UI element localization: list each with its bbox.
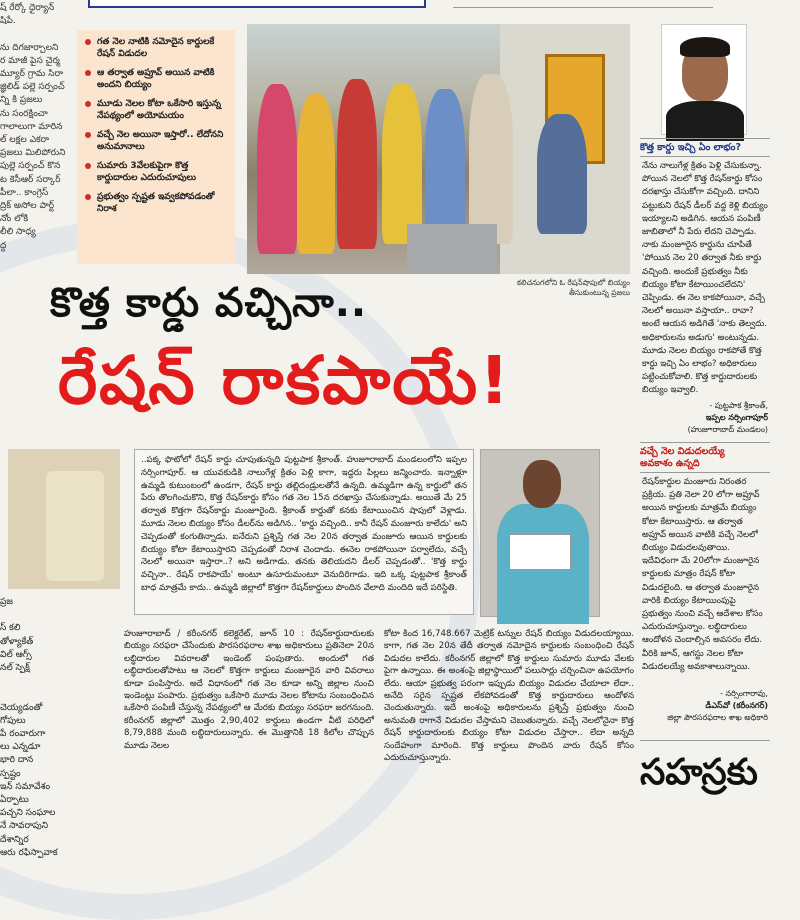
left-fragment-line: పుల్లె సర్పంచ్ కొన — [0, 161, 61, 172]
left-fragment-line — [0, 688, 118, 701]
right-signature-1b: ఇప్పల నర్సింగాపూర్ — [705, 413, 768, 422]
photo-person — [337, 79, 377, 249]
left-fragment-line: ట కెసీఆర్ సర్కార్ — [0, 174, 61, 185]
left-fragment-line — [0, 609, 118, 622]
story-box-text: ..పక్క ఫొటోలో రేషన్ కార్డు చూపుతున్నది పుట్టపాక శ్రీకాంత్. హుజూరాబాద్ మండలంలోని ఇప్పల నర్సింగాపూర్. ఆ యువకుడికి నాలుగేళ్ల క్రితం పెళ్లి కాగా, ఇద్దరు పిల్లలు జన్మించారు. ఇన్నాళ్లూ ఉమ్మడి కుటుంబంలో ఉండగా, రేషన్ కార్డు తల్లిదండ్రులతోనే ఉన్నది. ఉమ్మడిగా ఉన్న కార్డులో తన పేరు తొలగించుకొని, కొత్త రేషన్‌కార్డు కోసం గత నెల 15న దరఖాస్తు చేసుకున్నాడు. అయితే మే 25 తర్వాత కొత్తగా రేషన్‌కార్డు మంజూరైంది. శ్రీకాంత్ కార్డుతో కనకు కేటాయించిన షాపులో వెళ్లాడు. మూడు నెలల బియ్యం కోసం డీలర్‌ను అడిగిన.. 'కార్డు వచ్చింది.. కానీ రేషన్ మంజూరు కాలేదు' అని చెప్పడంతో కంగుతిన్నాడు. ఐనేరుని ప్రశ్నిస్తే గత నెల 20న తర్వాత మంజూరు ఆయిన కార్డులకు బియ్యం కోటా కేటాయిస్తారని చెప్పడంతో నిరాశ చెందాడు. ఈనెల రాకపోయినా పర్వాలేదు, వచ్చే నెలలో అయినా ఇస్తారా..? అని అడిగాడు. తనకు తెలియదని డీలర్ చెప్పడంతో.. 'కొత్త కార్డు వచ్చినా.. రేషన్ రాకపాయే' అంటూ ఉసూరుమంటూ వెనుదిరిగాడు. ఇది ఒక్క పుట్టపాక శ్రీకాంత్ బాధ మాత్రమే కాదు.. ఉమ్మడి జిల్లాలో కొత్తగా రేషన్‌కార్డులు పొందిన వేలాది మందిది ఇదే పరిస్థితి. — [134, 449, 474, 615]
top-box-border — [88, 0, 426, 8]
left-fragment-line — [0, 28, 72, 41]
right-heading-2b: అవకాశం ఉన్నది — [640, 458, 700, 469]
key-point: ప్రభుత్వం స్పష్టత ఇవ్వకపోవడంతో నిరాశ — [83, 191, 229, 215]
left-fragment-line: గోపులు — [0, 715, 26, 726]
body-column-2: కోటా కింద 16,748.667 మెట్రిక్ టన్నుల రేషన్ బియ్యం విడుదలయ్యాయి. కాగా, గత నెల 20న తేదీ తర్వాత నమోదైన కార్డులకు సంబంధించి రేషన్ విడుదల కాలేదు. కరీంనగర్ జిల్లాలో కొత్త కార్డులు సుమారు మూడు వేలకు పైగా ఉన్నాయి. ఈ అంశంపై జిల్లాస్థాయిలో పలుసార్లు చర్చించినా ఉపయోగం లేదు. ఆయా ప్రభుత్వ పరంగా ఇప్పుడు బియ్యం విడుదల చేయాలా లేదా.. అనేది సరైన స్పష్టత లేకపోవడంతో కొత్త కార్డుదారులు ఆందోళన చెందుతున్నారు. ఇదే అంశంపై అధికారులను ప్రశ్నిస్తే ప్రభుత్వం నుంచి అనుమతి రాగానే విడుదల చేస్తామని చెబుతున్నారు. వచ్చే నెలలోనైనా కొత్త రేషన్ కార్డుదారులకు బియ్యం కోటా విడుదల చేస్తారా.. లేదా అన్నది సందేహంగా మారింది. కొత్త కార్డులు పొందిన వారు రేషన్ కోసం ఎదురుచూస్తున్నారు. — [384, 629, 634, 764]
right-signature-2c: జిల్లా పౌరసరఫరాల శాఖ అధికారి — [667, 713, 768, 722]
left-fragment-line: లు ఎన్నడూ — [0, 742, 41, 753]
photo-person — [425, 89, 465, 239]
key-point: ఆ తర్వాత అప్రూవ్ అయిన వాటికి అందని బియ్యం — [83, 67, 229, 91]
left-fragment-line: చెయ్యడంతో — [0, 702, 43, 713]
card-holder-photo — [480, 449, 600, 617]
headline-line-2: రేషన్ రాకపాయే! — [58, 342, 512, 419]
left-fragment-line: ష్ రేర్కో ధైర్యాన్ — [0, 3, 55, 13]
left-fragment-line: పచ్చని సంఘాల — [0, 808, 56, 819]
right-rule — [640, 472, 770, 473]
left-fragment-line: విల్ ఆగ్స్ — [0, 649, 32, 660]
key-point: వచ్చే నెల అయినా ఇస్తారో.. లేదోనని అనుమానాలు — [83, 129, 229, 153]
left-fragment-line: గాలాలుగా మారిన — [0, 121, 63, 132]
left-fragment-line: నే సావరాపుని — [0, 821, 49, 832]
key-points-box — [77, 30, 235, 264]
left-fragment-line: ఇన్ సమావేశం — [0, 781, 51, 792]
right-signature-2b: డీఎస్‌వో (కరీంనగర్) — [705, 701, 768, 710]
key-point: సుమారు 3వేలకుపైగా కొత్త కార్డుదారుల ఎదురుచూపులు — [83, 160, 229, 184]
ration-card — [509, 534, 571, 570]
left-fragment-line: ను దిగజార్చాలని — [0, 42, 59, 53]
man-head — [523, 460, 561, 508]
right-text-2: రేషన్‌కార్డుల మంజూరు నిరంతర ప్రక్రియ. ప్రతి నెలా 20 లోగా అప్రూవ్ అయిన కార్డులకు మాత్రమే బియ్యం కోటా కేటాయిస్తారు. ఆ తర్వాత అప్రూవ్ అయిన వాటికి వచ్చే నెలలో బియ్యం విడుదలవుతాయి. ఇదేవిధంగా మే 20లోగా మంజూరైన కార్డులకు మాత్రం రేషన్ కోటా విడుదలైంది. ఆ తర్వాత మంజూరైన వారికి బియ్యం కేటాయింపుపై ప్రభుత్వం నుంచి వచ్చే ఆదేశాల కోసం ఎదురుచూస్తున్నాం. లబ్ధిదారులు ఆందోళన చెందాల్సిన అవసరం లేదు. వీరికి జూన్, ఆగస్టు నెలల కోటా విడుదలయ్యే అవకాశాలున్నాయి. — [642, 477, 763, 672]
left-fragment-line: పే రంవారుగా — [0, 729, 46, 740]
left-column-top-text — [0, 2, 72, 253]
left-fragment-line: జ్ఞిలిడ్ పల్లె సర్పంచ్ — [0, 82, 65, 93]
left-fragment-line: ప్రజలు మిలిపోరుని — [0, 148, 66, 159]
right-heading-2a: వచ్చే నెల విడుదలయ్యే — [640, 446, 725, 457]
left-fragment-line: నల్ స్పెక్ష్ — [0, 663, 30, 674]
left-fragment-line: ఏర్పాటు — [0, 795, 29, 806]
left-fragment-line: న్ని కి ప్రజలు — [0, 95, 43, 106]
rice-bag-photo — [8, 449, 120, 589]
right-signature-1c: (హుజూరాబాద్ మండలం) — [687, 425, 768, 434]
portrait-body — [666, 101, 744, 141]
body-column-1: హుజూరాబాద్ / కరీంనగర్ కలెక్టరేట్, జూన్ 10 : రేషన్‌కార్డుదారులకు బియ్యం సరఫరా చేసేందుకు పౌరసరఫరాల శాఖ అధికారులు ప్రతినెలా 20న లబ్ధిదారుల వివరాలతో ఇండెంట్ పంపుతారు. అందులో గత లబ్ధిదారులతోపాటు ఆ నెలలో కొత్తగా కార్డులు మంజూరైన వారి వివరాలు కూడా పంపిస్తారు. అదే విధానంలో గత నెల కూడా అన్ని జిల్లాల నుంచి ఇండెంట్లు పంపారు. ప్రభుత్వం ఒకేసారి మూడు నెలల కోటాను సంబంధించిన ఒకేసారి పంపిణీ చేస్తున్న నేపథ్యంలో ఆ మేరకు బియ్యం సరఫరా జరగనుంది. కరీంనగర్ జిల్లాలో మొత్తం 2,90,402 కార్డులు ఉండగా వీటి పరిధిలో 8,79,888 మంది లబ్ధిదారులున్నారు. ఈ మొత్తానికి 18 కిలోల చొప్పున మూడు నెలల — [124, 629, 374, 751]
left-fragment-line: ర మాజీ పైస చైర్మ — [0, 55, 60, 66]
left-fragment-line: లీలి సాధ్య — [0, 227, 36, 238]
right-rule — [640, 740, 770, 741]
top-rule — [453, 0, 713, 8]
left-fragment-line: ను సంరక్షించా — [0, 108, 48, 119]
right-signature-1a: - పుట్టపాక శ్రీకాంత్, — [709, 401, 768, 410]
key-point: మూడు నెలల కోటా ఒకేసారి ఇస్తున్న నేపథ్యంలో అయోమయం — [83, 98, 229, 122]
photo-person — [297, 94, 335, 254]
left-fragment-line: ల్ లక్షల ఎకరా — [0, 135, 50, 146]
right-rule — [640, 156, 770, 157]
left-fragment-line: ఆరు రఫిస్పావాక — [0, 847, 58, 858]
photo-person — [257, 84, 297, 254]
left-fragment-line: షిపే. — [0, 16, 16, 27]
left-fragment-line: దేశాన్నిర — [0, 834, 29, 845]
right-text-1: నేను నాలుగేళ్ల క్రితం పెళ్లి చేసుకున్నా. పోయిన నెలలో కొత్త రేషన్‌కార్డు కోసం దరఖాస్తు చేసుకోగా వచ్చింది. దానిని పట్టుకుని రేషన్ డీలర్ వద్ద కెళ్లి బియ్యం ఇయ్యాలని అడిగిన. ఆయన పంపిణీ జాబితాలో నీ పేరు లేదని చెప్పాడు. నాకు మంజూరైన కార్డును చూపితే 'పోయిన నెల 20 తర్వాత నీకు కార్డు వచ్చింది. అందుకే ప్రభుత్వం నీకు బియ్యం కోటా కేటాయించలేదని' చెప్పిండు. ఈ నెల కాకపోయినా, వచ్చే నెలలో అయినా వస్తాయా.. రావా? అంటే ఆయన అడిగితే 'నాకు తెల్వదు. అధికారులను అడుగు' అంటున్నడు. మూడు నెలల బియ్యం రాకపోతే కొత్త కార్డు ఇచ్చి ఏం లాభం? అధికారులు పట్టించుకోవాలి. కొత్త కార్డుదారులకు బియ్యం ఇవ్వాలి. — [642, 161, 768, 396]
photo-caption: కలిచనుగలోని ఓ రేషన్‌షాపులో బియ్యం తీసుకుంటున్న ప్రజలు — [517, 278, 630, 297]
left-column-bottom-text — [0, 596, 118, 858]
headline-line-1: కొత్త కార్డు వచ్చినా.. — [50, 280, 368, 326]
photo-person — [469, 74, 513, 244]
left-fragment-line: మ్యూర్ గ్రామ సిరా — [0, 69, 63, 80]
left-fragment-line — [0, 675, 118, 688]
left-fragment-line: స్ కలి — [0, 623, 21, 634]
portrait-photo — [661, 24, 747, 135]
left-fragment-line: పీలా.. కాంగ్రెస్ — [0, 187, 49, 198]
bottom-headline-fragment: సహస్రకు — [640, 752, 758, 793]
key-point: గత నెల నాటికి నమోదైన కార్డులకే రేషన్ విడుదల — [83, 36, 229, 60]
portrait-hair — [680, 37, 730, 57]
photo-person — [537, 114, 587, 234]
right-heading-1: కొత్త కార్డు ఇచ్చి ఏం లాభం? — [640, 142, 741, 153]
ration-shop-photo — [247, 24, 630, 274]
right-rule — [640, 138, 770, 139]
left-fragment-line: ద్రిక్ అసోల పార్ట్ — [0, 201, 55, 212]
left-fragment-line: స్పష్టం — [0, 768, 21, 779]
photo-weighing-scale — [407, 224, 497, 274]
right-rule — [640, 442, 770, 443]
left-fragment-line: నోం లోకి — [0, 214, 29, 225]
left-fragment-line: ప్రజ — [0, 597, 13, 607]
right-signature-2a: - నర్సింగారావు, — [720, 689, 768, 698]
left-fragment-line: తోళ్యాకేత్ — [0, 636, 34, 647]
left-fragment-line: భారి దాన — [0, 755, 34, 766]
rice-bag — [46, 471, 104, 581]
photo-person — [382, 84, 422, 244]
left-fragment-line: ద్ద — [0, 240, 7, 251]
